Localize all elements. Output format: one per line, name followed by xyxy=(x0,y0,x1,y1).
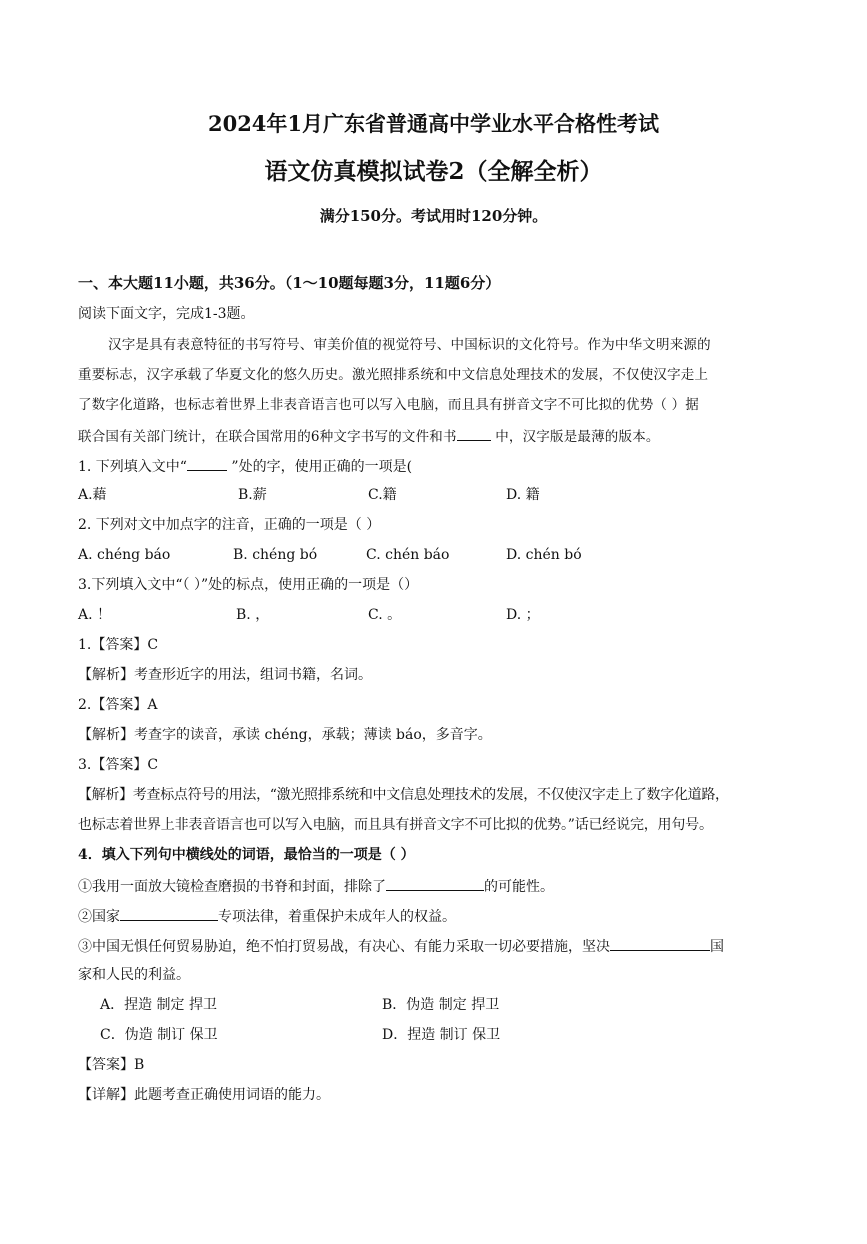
q4-s2-a: ②国家 xyxy=(78,909,120,925)
question-3-stem: 3.下列填入文中“（ ）”处的标点，使用正确的一项是（） xyxy=(78,577,419,593)
q4-s2-blank xyxy=(120,906,218,921)
q4-option-c: C．伪造 制订 保卫 xyxy=(100,1027,218,1043)
q4-answer: 【答案】B xyxy=(78,1057,145,1073)
q3-option-d: D. ； xyxy=(506,607,540,623)
q2-option-d: D. chén bó xyxy=(506,547,582,563)
answer-1: 1.【答案】C xyxy=(78,637,159,653)
analysis-1: 【解析】考查形近字的用法，组词书籍，名词。 xyxy=(78,667,372,683)
exam-subtitle: 满分150分。考试用时120分钟。 xyxy=(319,207,548,225)
analysis-2: 【解析】考查字的读音，承读 chéng，承载；薄读 báo，多音字。 xyxy=(78,727,492,743)
question-4-stem: 4．填入下列句中横线处的词语，最恰当的一项是（ ） xyxy=(78,847,415,863)
q2-option-c: C. chén báo xyxy=(366,547,450,563)
question-1-stem xyxy=(78,456,412,476)
passage-line-4-end: 中，汉字版是最薄的版本。 xyxy=(490,429,660,445)
q4-option-b: B．伪造 制定 捍卫 xyxy=(382,997,500,1013)
q4-s3-b: 国 xyxy=(710,939,724,955)
q4-sentence-1 xyxy=(78,876,554,896)
passage-line-1: 汉字是具有表意特征的书写符号、审美价值的视觉符号、中国标识的文化符号。作为中华文明来源的 xyxy=(108,337,711,353)
q4-detail: 【详解】此题考查正确使用词语的能力。 xyxy=(78,1087,330,1103)
answer-3: 3.【答案】C xyxy=(78,757,159,773)
q3-option-c: C. 。 xyxy=(368,607,402,623)
q1-stem-a: 1. 下列填入文中“ xyxy=(78,459,187,475)
question-2-stem: 2. 下列对文中加点字的注音，正确的一项是（ ） xyxy=(78,517,381,533)
q1-option-a: A.藉 xyxy=(78,487,107,503)
q2-option-a: A. chéng báo xyxy=(78,547,171,563)
q4-option-a: A．捏造 制定 捍卫 xyxy=(100,997,218,1013)
q1-option-b: B.薪 xyxy=(238,487,267,503)
analysis-3-line-2: 也标志着世界上非表音语言也可以写入电脑，而且具有拼音文字不可比拟的优势。”话已经说完，用句号。 xyxy=(78,817,713,833)
q4-sentence-2 xyxy=(78,906,456,926)
q4-s3-blank xyxy=(610,936,710,951)
reading-instruction: 阅读下面文字，完成1-3题。 xyxy=(78,306,255,322)
q4-s1-blank xyxy=(386,876,484,891)
q1-stem-b: ”处的字，使用正确的一项是( xyxy=(226,459,413,475)
answer-2: 2.【答案】A xyxy=(78,697,158,713)
exam-title-line2: 语文仿真模拟试卷2（全解全析） xyxy=(264,158,603,185)
q4-sentence-3-cont: 家和人民的利益。 xyxy=(78,967,190,983)
q4-s3-a: ③中国无惧任何贸易胁迫，绝不怕打贸易战，有决心、有能力采取一切必要措施，坚决 xyxy=(78,939,610,955)
passage-line-3: 了数字化道路，也标志着世界上非表音语言也可以写入电脑，而且具有拼音文字不可比拟的优势（ ）据 xyxy=(78,397,699,413)
passage-blank xyxy=(457,426,491,441)
q3-option-b: B. ， xyxy=(236,607,270,623)
q3-option-a: A. ！ xyxy=(78,607,112,623)
q1-blank xyxy=(187,456,227,471)
q4-s2-b: 专项法律，着重保护未成年人的权益。 xyxy=(218,909,456,925)
analysis-3-line-1: 【解析】考查标点符号的用法，“激光照排系统和中文信息处理技术的发展，不仅使汉字走上了数字化道路， xyxy=(78,787,729,803)
q1-option-c: C.籍 xyxy=(368,487,397,503)
q4-sentence-3 xyxy=(78,936,724,956)
passage-line-2: 重要标志，汉字承载了华夏文化的悠久历史。激光照排系统和中文信息处理技术的发展，不仅使汉字走上 xyxy=(78,367,709,383)
q2-option-b: B. chéng bó xyxy=(233,547,318,563)
passage-line-4 xyxy=(78,426,660,446)
passage-line-4-text: 联合国有关部门统计，在联合国常用的6种文字书写的文件和书 xyxy=(78,429,457,445)
q1-option-d: D. 籍 xyxy=(506,487,540,503)
q4-s1-a: ①我用一面放大镜检查磨损的书脊和封面，排除了 xyxy=(78,879,386,895)
section-heading: 一、本大题11小题，共36分。（1～10题每题3分，11题6分） xyxy=(78,274,501,292)
q4-s1-b: 的可能性。 xyxy=(484,879,554,895)
exam-title-line1: 2024年1月广东省普通高中学业水平合格性考试 xyxy=(207,111,660,136)
q4-option-d: D．捏造 制订 保卫 xyxy=(382,1027,501,1043)
